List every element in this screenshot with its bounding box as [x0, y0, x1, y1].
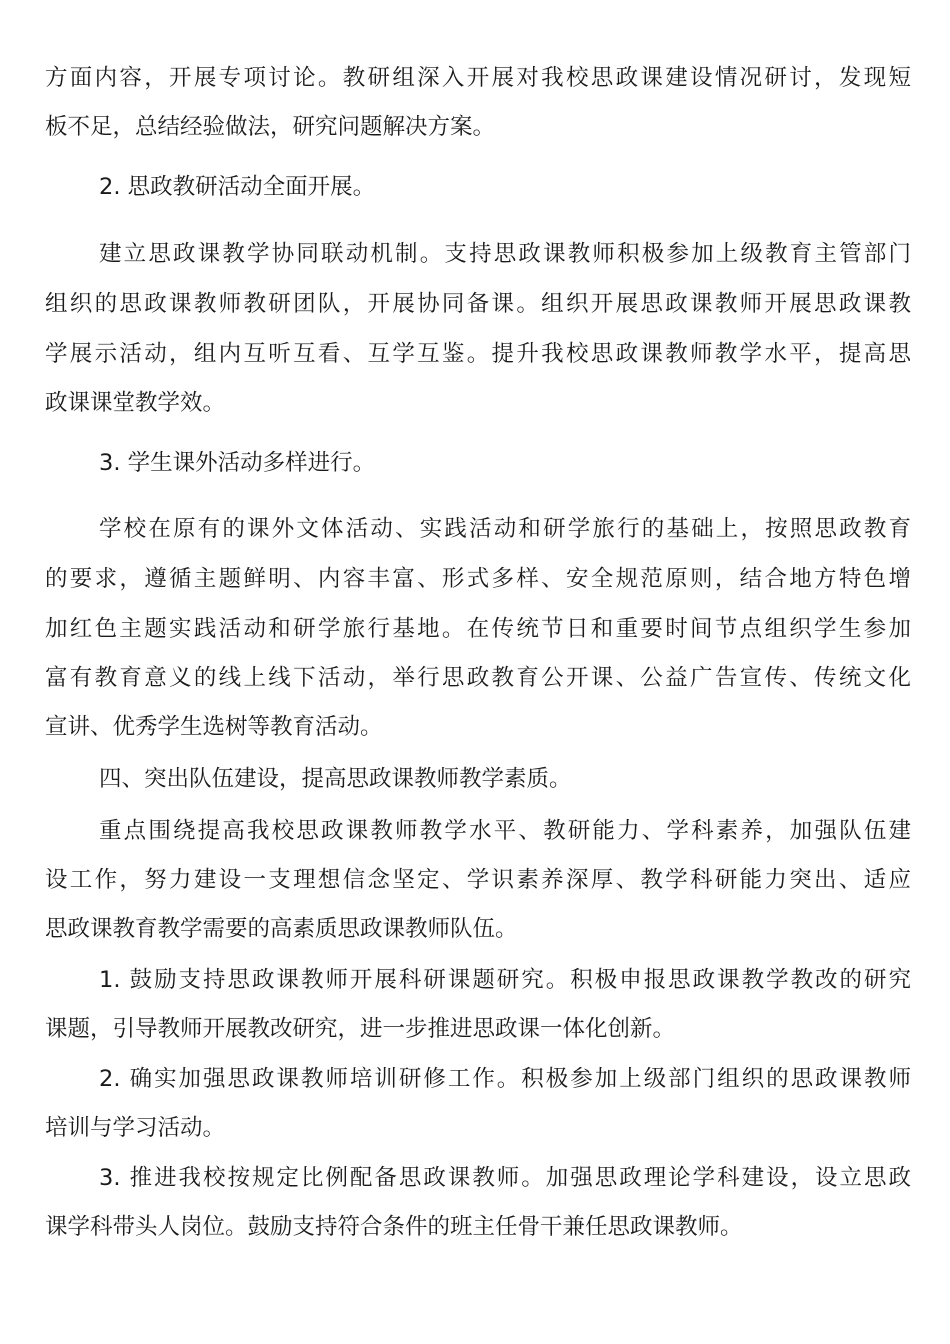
paragraph-line: 培训与学习活动。	[45, 1115, 226, 1141]
paragraph-line: 重点围绕提高我校思政课教师教学水平、教研能力、学科素养，加强队伍建	[99, 818, 911, 844]
paragraph-line: 板不足，总结经验做法，研究问题解决方案。	[45, 114, 496, 140]
paragraph-line: 课学科带头人岗位。鼓励支持符合条件的班主任骨干兼任思政课教师。	[45, 1214, 743, 1240]
paragraph-line: 3. 推进我校按规定比例配备思政课教师。加强思政理论学科建设，设立思政	[99, 1165, 911, 1191]
section-heading: 四、突出队伍建设，提高思政课教师教学素质。	[99, 766, 572, 792]
paragraph-line: 学展示活动，组内互听互看、互学互鉴。提升我校思政课教师教学水平，提高思	[45, 341, 911, 367]
paragraph-line: 富有教育意义的线上线下活动，举行思政教育公开课、公益广告宣传、传统文化	[45, 665, 911, 691]
paragraph-line: 的要求，遵循主题鲜明、内容丰富、形式多样、安全规范原则，结合地方特色增	[45, 566, 911, 592]
paragraph-line: 加红色主题实践活动和研学旅行基地。在传统节日和重要时间节点组织学生参加	[45, 616, 911, 642]
paragraph-line: 设工作，努力建设一支理想信念坚定、学识素养深厚、教学科研能力突出、适应	[45, 867, 911, 893]
paragraph-line: 学校在原有的课外文体活动、实践活动和研学旅行的基础上，按照思政教育	[99, 516, 911, 542]
paragraph-line: 建立思政课教学协同联动机制。支持思政课教师积极参加上级教育主管部门	[99, 241, 911, 267]
section-heading: 2. 思政教研活动全面开展。	[99, 174, 376, 200]
paragraph-line: 1. 鼓励支持思政课教师开展科研课题研究。积极申报思政课教学教改的研究	[99, 967, 911, 993]
paragraph-line: 课题，引导教师开展教改研究，进一步推进思政课一体化创新。	[45, 1016, 676, 1042]
paragraph-line: 2. 确实加强思政课教师培训研修工作。积极参加上级部门组织的思政课教师	[99, 1066, 911, 1092]
paragraph-line: 思政课教育教学需要的高素质思政课教师队伍。	[45, 916, 518, 942]
paragraph-line: 政课课堂教学效。	[45, 390, 226, 416]
paragraph-line: 组织的思政课教师教研团队，开展协同备课。组织开展思政课教师开展思政课教	[45, 291, 911, 317]
section-heading: 3. 学生课外活动多样进行。	[99, 450, 376, 476]
paragraph-line: 宣讲、优秀学生选树等教育活动。	[45, 714, 383, 740]
paragraph-line: 方面内容，开展专项讨论。教研组深入开展对我校思政课建设情况研讨，发现短	[45, 65, 911, 91]
